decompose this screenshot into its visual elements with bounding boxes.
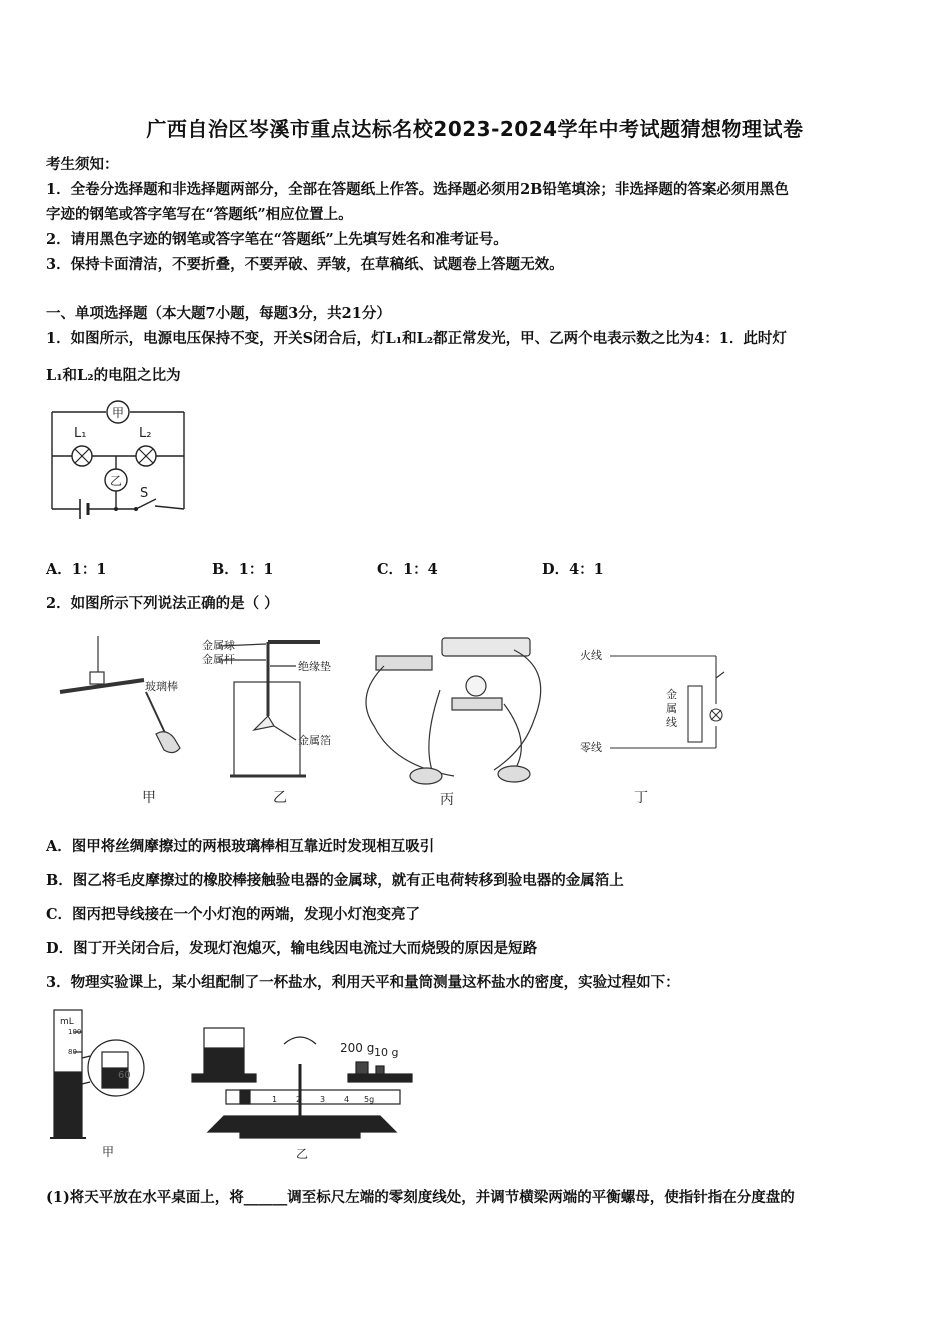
notice-item: 3．保持卡面清洁，不要折叠，不要弄破、弄皱，在草稿纸、试题卷上答题无效。 xyxy=(46,256,564,273)
cylinder-unit-label: mL xyxy=(60,1017,74,1027)
notice-item: 2．请用黑色字迹的钢笔或答字笔在“答题纸”上先填写姓名和准考证号。 xyxy=(46,231,508,248)
cylinder-tick-label: 80 xyxy=(68,1048,77,1056)
notice-heading: 考生须知： xyxy=(46,156,119,173)
scale-label: 4 xyxy=(344,1095,350,1104)
scale-label: 3 xyxy=(320,1095,326,1104)
q3-sub1: (1)将天平放在水平桌面上，将______调至标尺左端的零刻度线处，并调节横梁两端的平衡螺母，使指针指在分度盘的 xyxy=(46,1189,795,1206)
q3-figures xyxy=(44,1004,424,1164)
figure-caption: 丁 xyxy=(634,790,648,806)
meter-b-icon xyxy=(105,469,127,491)
q2-option-a: A．图甲将丝绸摩擦过的两根玻璃棒相互靠近时发现相互吸引 xyxy=(46,838,435,855)
q2-option-b: B．图乙将毛皮摩擦过的橡胶棒接触验电器的金属球，就有正电荷转移到验电器的金属箔上 xyxy=(46,872,624,889)
live-wire-label: 火线 xyxy=(580,649,602,662)
svg-text:甲: 甲 xyxy=(111,406,125,420)
q2-stem: 2．如图所示下列说法正确的是（ ） xyxy=(46,595,279,612)
zoom-value-label: 60 xyxy=(118,1070,131,1081)
glass-rod-figure xyxy=(60,636,180,753)
glass-rod-label: 玻璃棒 xyxy=(145,680,178,693)
figure-caption: 甲 xyxy=(102,1145,115,1159)
bulb-circuit-figure xyxy=(366,638,541,784)
lamp2-label: L₂ xyxy=(139,426,152,441)
q1-stem-line2: L₁和L₂的电阻之比为 xyxy=(46,367,181,384)
figure-caption: 丙 xyxy=(440,792,454,808)
notice-item: 字迹的钢笔或答字笔写在“答题纸”相应位置上。 xyxy=(46,206,353,223)
q3-stem: 3．物理实验课上，某小组配制了一杯盐水，利用天平和量筒测量这杯盐水的密度，实验过程如下： xyxy=(46,974,680,991)
figure-caption: 乙 xyxy=(273,790,287,806)
q1-stem-line1: 1．如图所示，电源电压保持不变，开关S闭合后，灯L₁和L₂都正常发光，甲、乙两个电表示数之比为4：1．此时灯 xyxy=(46,330,787,347)
svg-text:乙: 乙 xyxy=(109,474,123,488)
meter-a-icon xyxy=(107,401,129,423)
figure-caption: 乙 xyxy=(296,1147,309,1161)
lamp-icon xyxy=(136,446,156,466)
page-title: 广西自治区岑溪市重点达标名校2023-2024学年中考试题猜想物理试卷 xyxy=(146,117,804,141)
section-heading: 一、单项选择题（本大题7小题，每题3分，共21分） xyxy=(46,305,391,322)
lamp1-label: L₁ xyxy=(74,426,87,441)
q1-option-b: B．1：1 xyxy=(212,561,274,578)
weight-label: 200 g xyxy=(340,1041,375,1055)
metal-foil-label: 金属箔 xyxy=(298,734,331,747)
scale-label: 0 xyxy=(242,1095,248,1104)
metal-rod-label: 金属杆 xyxy=(202,653,235,666)
q1-circuit-figure xyxy=(44,396,194,526)
metal-ball-label: 金属球 xyxy=(202,639,235,652)
scale-label: 5g xyxy=(364,1095,375,1104)
switch-label: S xyxy=(140,486,149,501)
scale-label: 1 xyxy=(272,1095,278,1104)
neutral-wire-label: 零线 xyxy=(580,741,602,754)
notice-item: 1．全卷分选择题和非选择题两部分，全部在答题纸上作答。选择题必须用2B铅笔填涂；非选择题的答案必须用黑色 xyxy=(46,181,789,198)
weight-label: 10 g xyxy=(374,1046,399,1059)
cylinder-tick-label: 100 xyxy=(68,1028,82,1036)
metal-wire-label: 属 xyxy=(666,702,677,715)
q1-option-c: C．1：4 xyxy=(377,561,438,578)
q1-option-d: D．4：1 xyxy=(542,561,604,578)
q2-option-d: D．图丁开关闭合后，发现灯泡熄灭，输电线因电流过大而烧毁的原因是短路 xyxy=(46,940,538,957)
metal-wire-label: 金 xyxy=(666,688,677,701)
metal-wire-label: 线 xyxy=(666,716,677,729)
lamp-icon xyxy=(72,446,92,466)
q2-figures xyxy=(44,630,744,812)
insulator-label: 绝缘垫 xyxy=(298,660,331,673)
figure-caption: 甲 xyxy=(142,790,156,806)
q2-option-c: C．图丙把导线接在一个小灯泡的两端，发现小灯泡变亮了 xyxy=(46,906,421,923)
q1-option-a: A．1：1 xyxy=(46,561,107,578)
balance-figure xyxy=(192,1028,412,1138)
scale-label: 2 xyxy=(296,1095,302,1104)
